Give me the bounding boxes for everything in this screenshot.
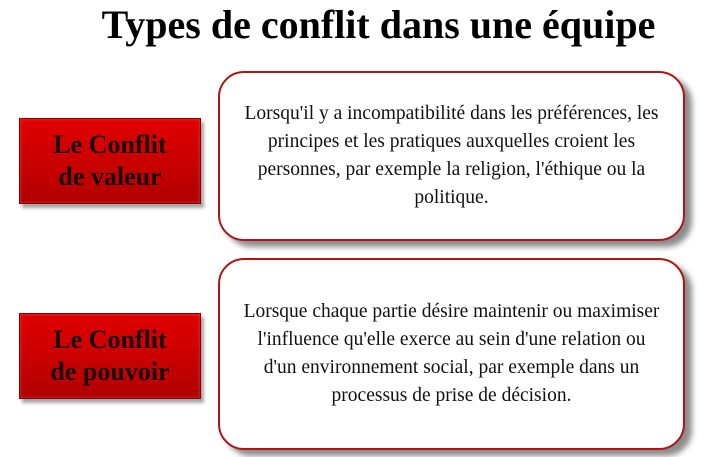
conflict-type-label-text: Le Conflit de valeur <box>53 130 167 191</box>
conflict-description-card-pouvoir <box>218 258 685 450</box>
conflict-type-label-pouvoir <box>19 313 201 399</box>
conflict-description-card-valeur <box>218 71 685 241</box>
conflict-type-label-valeur <box>19 118 201 204</box>
conflict-description-text: Lorsqu'il y a incompatibilité dans les préférences, les principes et les pratiques auxquelles croient les personnes, par exemple la religion, l'éthique ou la politique. <box>244 103 659 208</box>
page-title: Types de conflit dans une équipe <box>101 2 656 47</box>
conflict-description-text: Lorsque chaque partie désire maintenir ou maximiser l'influence qu'elle exerce au sein d'une relation ou d'un environnement social, par exemple dans un processus de prise de décision. <box>243 301 660 406</box>
conflict-type-label-text: Le Conflit de pouvoir <box>50 325 170 386</box>
